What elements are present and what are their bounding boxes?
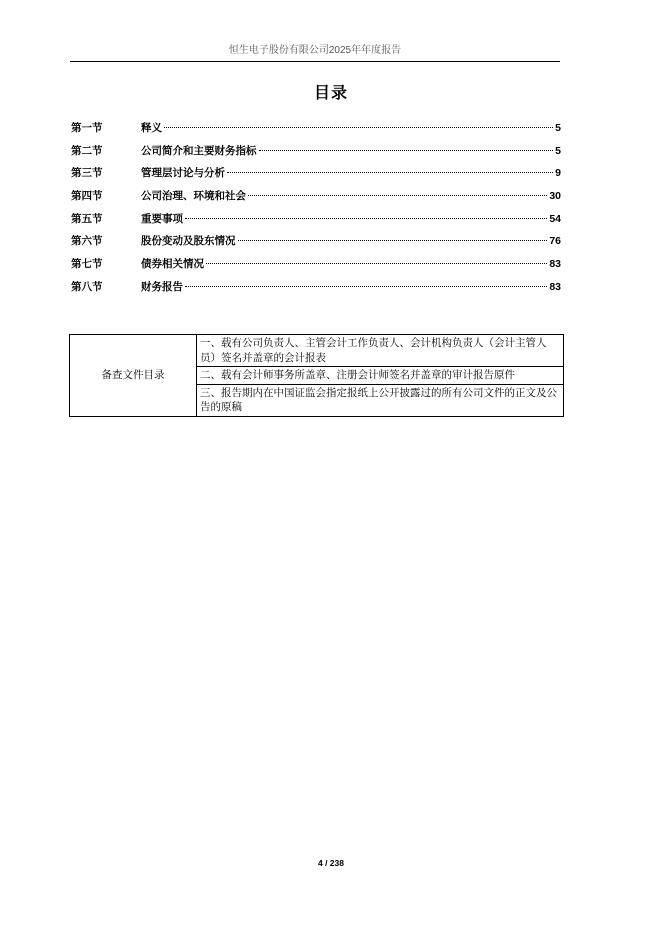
toc-entry[interactable] [71,188,561,211]
toc-dot-leader [185,286,547,287]
toc-section-title: 债券相关情况 [141,258,204,271]
toc-entry[interactable] [71,143,561,166]
toc-section-number: 第六节 [71,235,103,248]
toc-page-number: 9 [555,167,561,180]
toc-section-number: 第三节 [71,167,103,180]
reference-document-item: 一、载有公司负责人、主管会计工作负责人、会计机构负责人（会计主管人员）签名并盖章的会计报表 [197,335,564,367]
toc-page-number: 83 [549,280,561,293]
toc-entry[interactable] [71,233,561,256]
toc-page-number: 54 [549,212,561,225]
toc-section-number: 第四节 [71,190,103,203]
toc-section-title: 公司治理、环境和社会 [141,190,246,203]
toc-entry[interactable] [71,279,561,302]
table-of-contents [71,120,561,302]
toc-page-number: 76 [549,235,561,248]
toc-entry[interactable] [71,256,561,279]
toc-entry[interactable] [71,165,561,188]
reference-document-item: 三、报告期内在中国证监会指定报纸上公开披露过的所有公司文件的正文及公告的原稿 [197,384,564,416]
toc-section-number: 第一节 [71,122,103,134]
toc-section-title: 股份变动及股东情况 [141,235,236,248]
toc-page-number: 30 [549,190,561,203]
toc-section-title: 财务报告 [141,280,183,293]
toc-dot-leader [227,172,553,173]
reference-document-item: 二、载有会计师事务所盖章、注册会计师签名并盖章的审计报告原件 [197,367,564,385]
toc-section-title: 公司简介和主要财务指标 [141,144,257,157]
toc-section-title: 释义 [141,122,162,134]
toc-entry[interactable] [71,211,561,234]
toc-dot-leader [185,218,547,219]
toc-section-number: 第八节 [71,280,103,293]
page-number: 4 / 238 [318,858,344,868]
toc-dot-leader [238,240,548,241]
toc-page-number: 5 [555,122,561,134]
toc-section-title: 重要事项 [141,212,183,225]
toc-dot-leader [248,195,547,196]
page-title: 目录 [313,83,348,102]
toc-dot-leader [164,127,553,128]
toc-entry[interactable] [71,120,561,143]
page-header: 恒生电子股份有限公司2025年年度报告 [70,44,560,62]
toc-section-number: 第二节 [71,144,103,157]
toc-page-number: 5 [555,144,561,157]
reference-documents-label: 备查文件目录 [70,335,197,417]
toc-dot-leader [259,150,554,151]
table-row [70,335,564,367]
reference-documents-table [69,334,564,417]
toc-page-number: 83 [549,258,561,271]
toc-section-title: 管理层讨论与分析 [141,167,225,180]
toc-section-number: 第五节 [71,212,103,225]
toc-section-number: 第七节 [71,258,103,271]
toc-dot-leader [206,263,547,264]
